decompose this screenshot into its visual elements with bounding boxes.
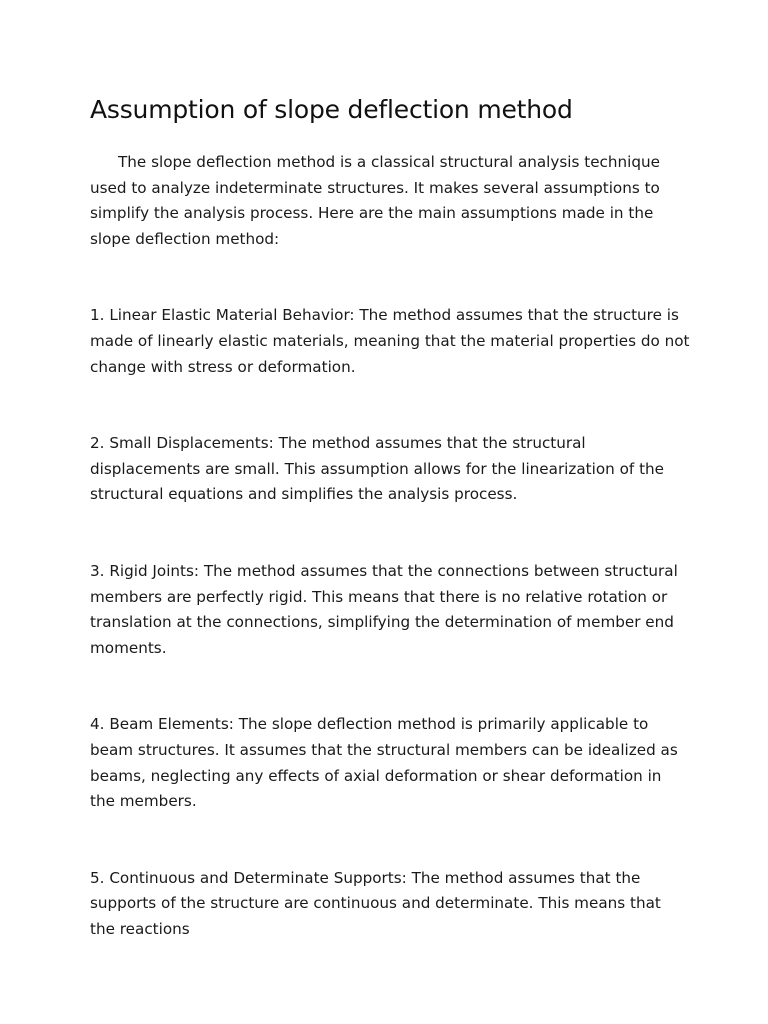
assumption-1-paragraph: 1. Linear Elastic Material Behavior: The method assumes that the structure is made of linearly elastic materials, meaning that the material properties do not change with stress or deformation. <box>90 306 690 376</box>
assumption-3-paragraph: 3. Rigid Joints: The method assumes that the connections between structural members are perfectly rigid. This means that there is no relative rotation or translation at the connections, simplifying the determination of member end moments. <box>90 561 678 657</box>
document-title: Assumption of slope deflection method <box>90 95 573 124</box>
assumption-4-paragraph: 4. Beam Elements: The slope deflection method is primarily applicable to beam structures. It assumes that the structural members can be idealized as beams, neglecting any effects of axial deformation or shear deformation in the members. <box>90 715 678 811</box>
intro-paragraph: The slope deflection method is a classical structural analysis technique used to analyze indeterminate structures. It makes several assumptions to simplify the analysis process. Here are the main assumptions made in the slope deflection method: <box>90 153 660 248</box>
assumption-5-paragraph: 5. Continuous and Determinate Supports: The method assumes that the supports of the structure are continuous and determinate. This means that the reactions <box>90 868 661 938</box>
document-page <box>90 92 690 942</box>
assumption-2-paragraph: 2. Small Displacements: The method assumes that the structural displacements are small. This assumption allows for the linearization of the structural equations and simplifies the analysis process. <box>90 434 664 504</box>
